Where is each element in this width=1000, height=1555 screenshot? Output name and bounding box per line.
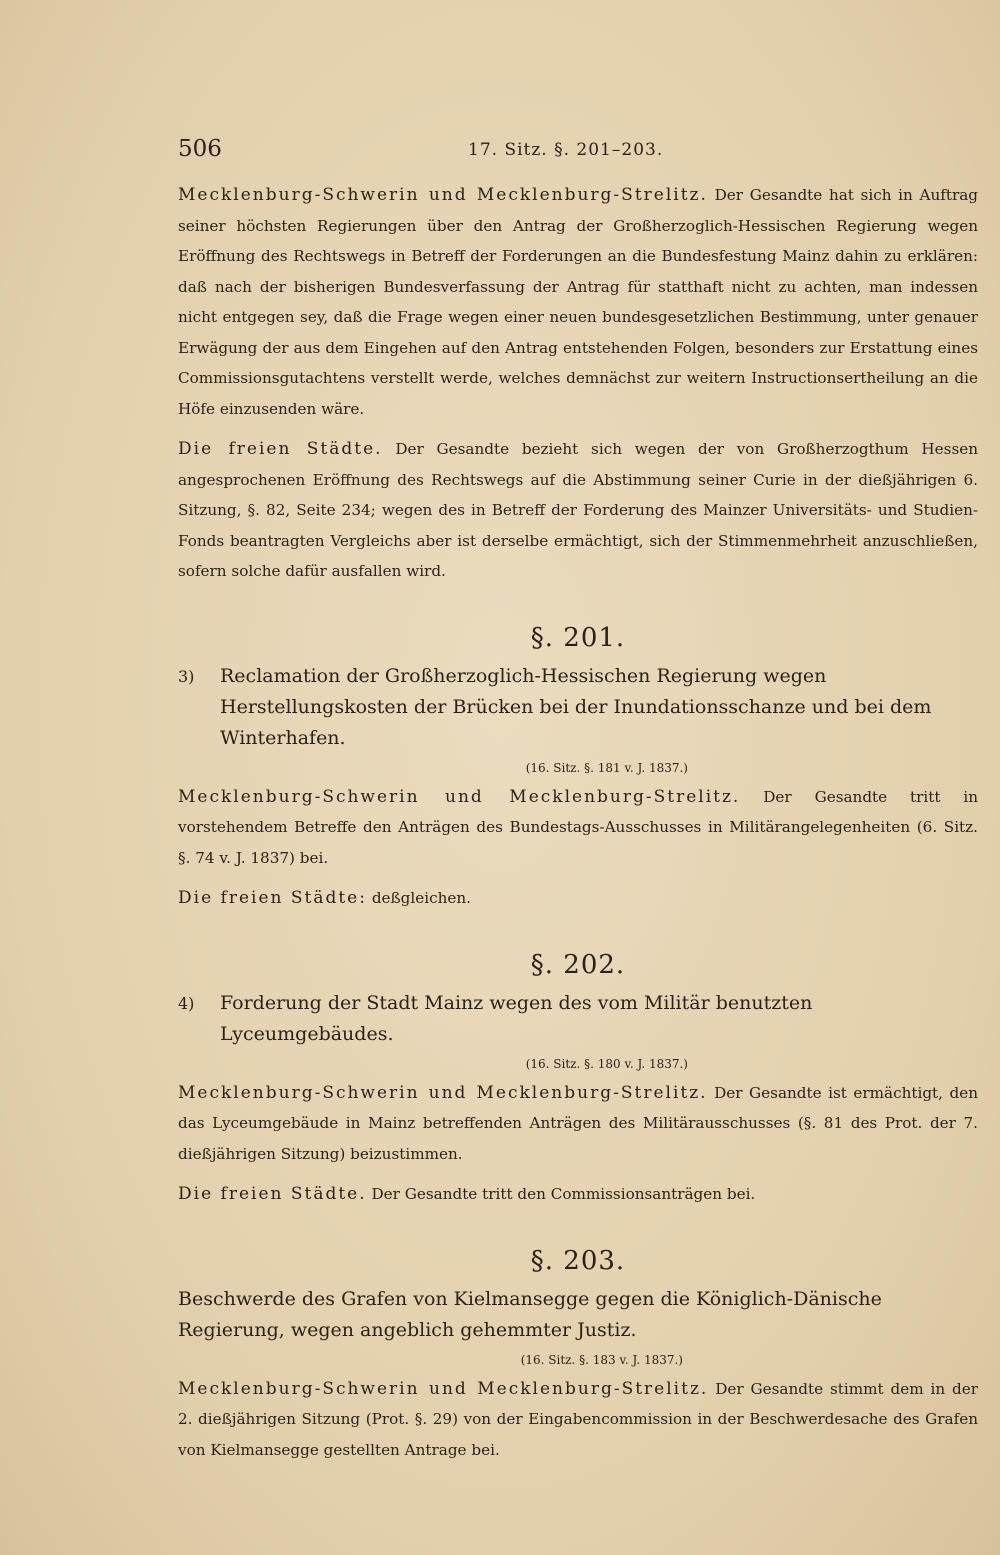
section-203 [178,1246,978,1466]
section-title [178,988,978,1050]
page-body [178,180,978,1465]
section-title [178,1284,978,1346]
paragraph-text: Der Gesandte hat sich in Auftrag seiner höchsten Regierungen über den Antrag der Großherzoglich-Hessischen Regierung wegen Eröffnung des Rechtswegs in Betreff der Forderungen an die Bundesfestung Mainz dahin zu erklären: daß nach der bisherigen Bundesverfassung der Antrag für statthaft nicht zu achten, man indessen nicht entgegen sey, daß die Frage wegen einer neuen bundesgesetzlichen Bestimmung, unter genauer Erwägung der aus dem Eingehen auf den Antrag entstehenden Folgen, besonders zur Erstattung eines Commissionsgutachtens verstellt werde, welches demnächst zur weitern Instructionsertheilung an die Höfe einzusenden wäre. [178,186,979,418]
reference-note: (16. Sitz. §. 181 v. J. 1837.) [525,760,688,775]
section-number: §. 202. [530,949,626,980]
section-202 [178,950,978,1210]
vote-paragraph [178,883,978,914]
reference-note: (16. Sitz. §. 180 v. J. 1837.) [525,1056,688,1071]
speaker-label: Mecklenburg-Schwerin und Mecklenburg-Strelitz. [178,185,708,205]
paragraph-text: Der Gesandte stimmt dem in der 2. dießjährigen Sitzung (Prot. §. 29) von der Eingabencommission in der Beschwerdesache des Grafen von Kielmansegge gestellten Antrage bei. [178,1379,978,1459]
speaker-label: Die freien Städte. [178,1184,367,1204]
reference-note: (16. Sitz. §. 183 v. J. 1837.) [520,1352,683,1367]
intro-paragraph-2 [178,434,978,587]
section-title [178,661,978,754]
title-text: Reclamation der Großherzoglich-Hessischen Regierung wegen Herstellungskosten der Brücken bei der Inundationsschanze und bei dem Winterhafen. [220,664,932,749]
paragraph-text: Der Gesandte tritt den Commissionsanträgen bei. [371,1185,756,1203]
speaker-label: Die freien Städte: [178,888,367,908]
section-number: §. 203. [530,1245,626,1276]
paragraph-text: deßgleichen. [371,889,471,907]
intro-paragraph-1 [178,180,978,424]
vote-paragraph [178,1179,978,1210]
title-text: Forderung der Stadt Mainz wegen des vom Militär benutzten Lyceumgebäudes. [220,991,813,1045]
speaker-label: Mecklenburg-Schwerin und Mecklenburg-Strelitz. [178,786,741,807]
running-head: 17. Sitz. §. 201–203. [468,140,664,160]
title-text: Beschwerde des Grafen von Kielmansegge gegen die Königlich-Dänische Regierung, wegen angeblich gehemmter Justiz. [178,1287,882,1341]
item-number: 4) [178,993,195,1013]
section-number: §. 201. [530,622,626,653]
item-number: 3) [178,666,195,686]
paragraph-text: Der Gesandte tritt in vorstehendem Betreffe den Anträgen des Bundestags-Ausschusses in Militärangelegenheiten (6. Sitz. §. 74 v. J. 1837) bei. [178,787,978,867]
page-number: 506 [178,136,222,162]
speaker-label: Mecklenburg-Schwerin und Mecklenburg-Strelitz. [178,1378,709,1399]
paragraph-text: Der Gesandte bezieht sich wegen der von Großherzogthum Hessen angesprochenen Eröffnung des Rechtswegs auf die Abstimmung seiner Curie in der dießjährigen 6. Sitzung, §. 82, Seite 234; wegen des in Betreff der Forderung des Mainzer Universitäts- und Studien-Fonds beantragten Vergleichs aber ist derselbe ermächtigt, sich der Stimmenmehrheit anzuschließen, sofern solche dafür ausfallen wird. [178,440,979,580]
section-201 [178,623,978,914]
vote-paragraph [178,782,978,874]
page-header [178,132,978,172]
speaker-label: Die freien Städte. [178,439,383,459]
vote-paragraph [178,1078,978,1170]
speaker-label: Mecklenburg-Schwerin und Mecklenburg-Strelitz. [178,1082,708,1103]
paragraph-text: Der Gesandte ist ermächtigt, den das Lyceumgebäude in Mainz betreffenden Anträgen des Militärausschusses (§. 81 des Prot. der 7. dießjährigen Sitzung) beizustimmen. [178,1083,978,1163]
vote-paragraph [178,1374,978,1466]
